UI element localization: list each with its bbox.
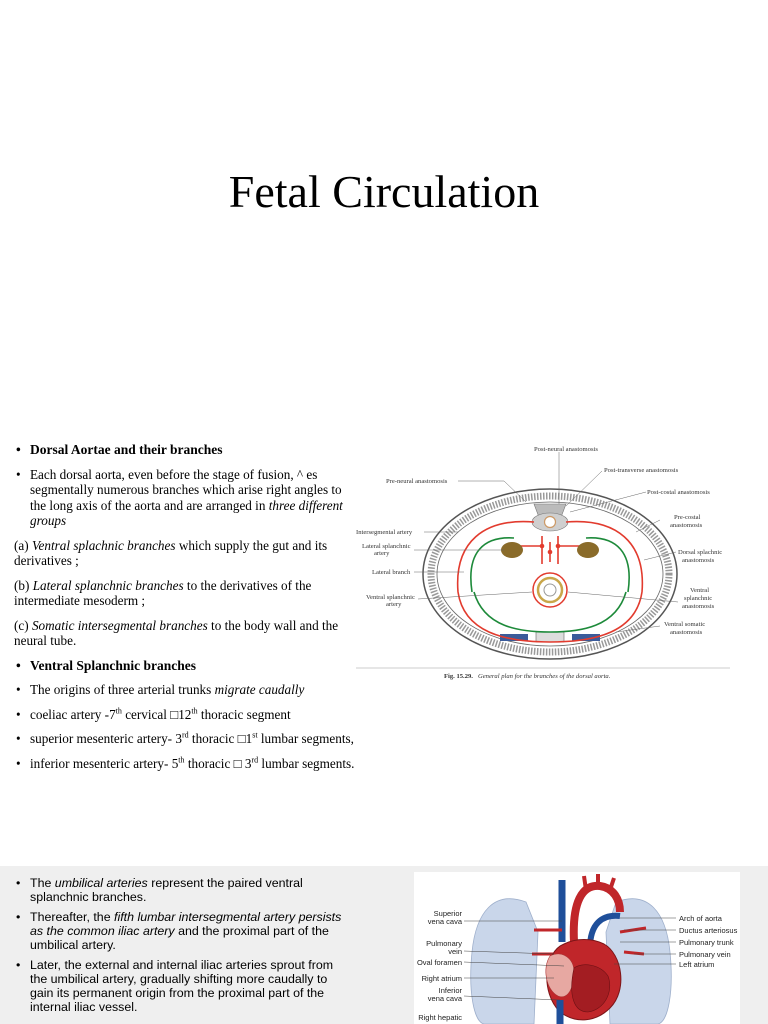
title-slide (0, 0, 768, 420)
mesonephros-right (577, 542, 599, 558)
label-left-atrium: Left atrium (679, 960, 715, 969)
label-post-costal: Post-costal anastomosis (647, 489, 710, 496)
label-ventral-splanchnic: Ventral splanchnic (366, 594, 415, 601)
slide3-text (14, 876, 342, 1020)
label-post-neural: Post-neural anastomosis (534, 446, 598, 453)
label-ventral: Ventral (690, 587, 710, 594)
label-pulmonary-vein-left: Pulmonary (426, 939, 462, 948)
label-post-transverse: Post-transverse anastomosis (604, 467, 679, 474)
label-intersegmental: Intersegmental artery (356, 529, 413, 536)
neural-tube (545, 517, 556, 528)
bullet-fifth-lumbar: • Thereafter, the fifth lumbar intersegmental artery persists as the common iliac artery and the proximal part of the umbilical artery. (14, 910, 342, 952)
migrate-bullet: • The origins of three arterial trunks migrate caudally (14, 682, 356, 698)
label-ventral-somatic-2: anastomosis (670, 629, 703, 636)
label-ventral-splanchnic-2: artery (386, 601, 402, 608)
label-ventral-2: splanchnic (684, 595, 713, 602)
dorsal-aorta-branches-diagram (354, 442, 732, 688)
label-lateral-branch: Lateral branch (372, 569, 411, 576)
label-superior-vc: Superior (433, 909, 462, 918)
label-right-atrium: Right atrium (421, 974, 462, 983)
label-lateral-splanchnic: Lateral splanchnic (362, 543, 411, 550)
trunk-superior-mesenteric: • superior mesenteric artery- 3rd thoracic □1st lumbar segments, (14, 731, 356, 747)
label-right-hepatic: Right hepatic (418, 1013, 462, 1022)
trunk-inferior-mesenteric: • inferior mesenteric artery- 5th thoracic □ 3rd lumbar segments. (14, 756, 356, 772)
group-b: (b) Lateral splanchnic branches to the derivatives of the intermediate mesoderm ; (14, 577, 312, 608)
slide-title: Fetal Circulation (228, 166, 540, 217)
label-arch-of-aorta: Arch of aorta (679, 914, 722, 923)
label-pulmonary-vein-left-2: vein (448, 947, 462, 956)
label-dorsal-splachnic: Dorsal splachnic (678, 549, 723, 556)
fetal-heart-diagram (414, 872, 740, 1024)
dorsal-aortae-slide (0, 430, 768, 850)
label-ductus-arteriosus: Ductus arteriosus (679, 926, 738, 935)
label-pulmonary-vein-right: Pulmonary vein (679, 950, 731, 959)
intro-paragraph: • Each dorsal aorta, even before the stage of fusion, ^ es segmentally numerous branches which arise right angles to the long axis of the aorta and are arranged in three different groups (14, 467, 356, 529)
bullet-iliac: • Later, the external and internal iliac arteries sprout from the umbilical artery, gradually shifting more caudally to gain its permanent origin from the proximal part of the internal iliac vessel. (14, 958, 342, 1014)
label-superior-vc-2: vena cava (427, 917, 462, 926)
heading-ventral-splanchnic: • Ventral Splanchnic branches (14, 658, 356, 674)
label-ventral-somatic: Ventral somatic (664, 621, 706, 628)
group-c: (c) Somatic intersegmental branches to the body wall and the neural tube. (14, 617, 339, 648)
right-lung (471, 899, 538, 1024)
label-ventral-3: anastomosis (682, 603, 715, 610)
mesonephros-left (501, 542, 523, 558)
heading-dorsal-aortae: • Dorsal Aortae and their branches (14, 442, 356, 458)
label-oval-foramen: Oval foramen (416, 958, 462, 967)
label-pulmonary-trunk: Pulmonary trunk (679, 938, 734, 947)
umbilical-arteries-slide (0, 866, 768, 1024)
label-inferior-vc-2: vena cava (427, 994, 462, 1003)
label-pre-costal: Pre-costal (674, 514, 701, 521)
trunk-coeliac: • coeliac artery -7th cervical □12th thoracic segment (14, 707, 356, 723)
label-lateral-splanchnic-2: artery (374, 550, 390, 557)
group-a: (a) Ventral splachnic branches which supply the gut and its derivatives ; (14, 537, 328, 568)
figure-caption: Fig. 15.29. General plan for the branches of the dorsal aorta. (444, 673, 611, 680)
bullet-umbilical: • The umbilical arteries represent the paired ventral splanchnic branches. (14, 876, 342, 904)
label-dorsal-splachnic-2: anastomosis (682, 557, 715, 564)
label-inferior-vc: Inferior (438, 986, 462, 995)
label-pre-neural: Pre-neural anastomosis (386, 478, 448, 485)
label-pre-costal-2: anastomosis (670, 522, 703, 529)
slide2-text (14, 442, 356, 771)
